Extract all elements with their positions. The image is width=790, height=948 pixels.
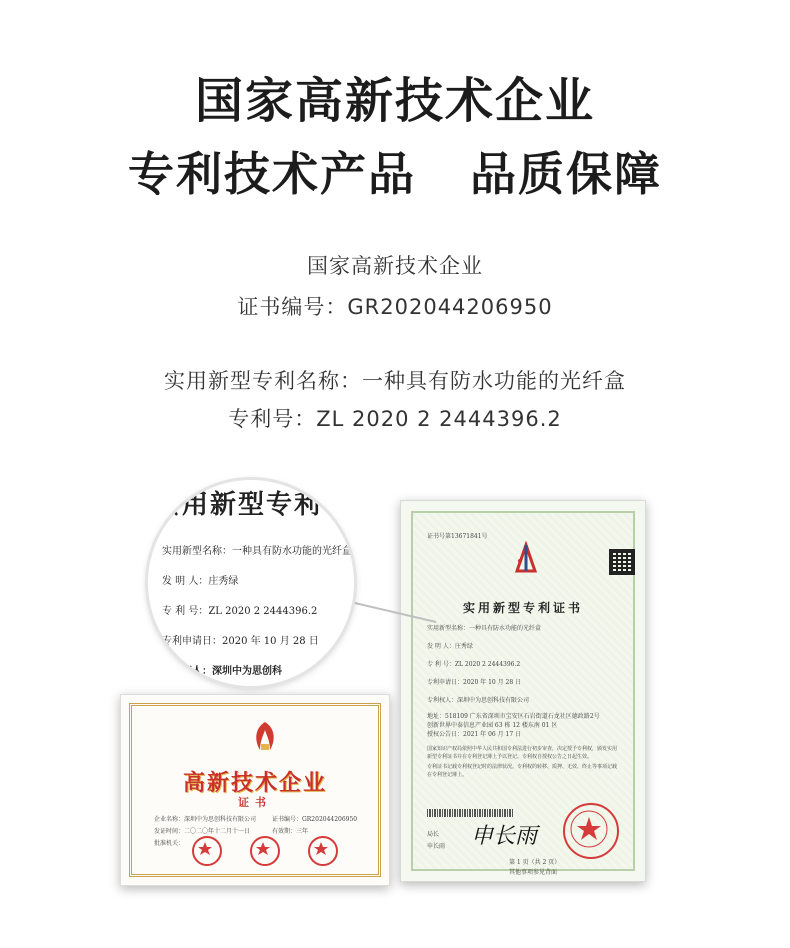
patent-cert-text-1: 国家知识产权局依照中华人民共和国专利法进行初步审查，决定授予专利权，颁发实用	[427, 746, 618, 752]
hightech-company-line: 企业名称：深圳中为思创科技有限公司	[154, 816, 257, 823]
patent-cert-address-line: 地址：518109 广东省深圳市宝安区石岩街道石龙社区德政路2号	[427, 713, 600, 720]
patent-cert-text-4: 在专利登记簿上。	[427, 772, 468, 778]
patent-cert-number-line: 专 利 号：ZL 2020 2 2444396.2	[427, 661, 521, 668]
patent-cert-page-note: 第 1 页（共 2 页）	[509, 859, 561, 866]
hightech-authority-label: 批准机关：	[154, 840, 185, 847]
magnifier-holder-row: 专利权人：深圳中为思创科	[162, 666, 282, 677]
barcode-icon	[427, 809, 513, 817]
patent-cert-text-2: 新型专利证书并在专利登记簿上予以登记。专利权自授权公告之日起生效。	[427, 754, 593, 760]
official-seal-icon	[563, 803, 619, 859]
seal-2-icon	[250, 836, 280, 866]
patent-cert-footer: 其他事项参见背面	[509, 869, 558, 876]
hightech-certificate-border	[129, 703, 381, 877]
magnifier-name-row: 实用新型名称：一种具有防水功能的光纤盒	[162, 546, 352, 557]
hightech-certificate	[120, 694, 390, 886]
director-signature: 申长雨	[471, 824, 538, 849]
headline-line-2: 专利技术产品 品质保障	[127, 147, 663, 201]
director-label: 局长	[427, 831, 440, 838]
magnifier-connector-line	[340, 596, 440, 626]
headline-line-1: 国家高新技术企业	[194, 73, 595, 129]
magnifier-zoom	[148, 480, 354, 686]
patent-cert-title: 实用新型专利证书	[462, 601, 583, 615]
emblem-logo-icon	[250, 720, 280, 752]
info-patent-number: 专利号：ZL 2020 2 2444396.2	[228, 407, 562, 431]
hightech-issue-date-line: 发证时间：二〇二〇年十二月十一日	[154, 828, 251, 835]
magnifier-patent-row: 专 利 号：ZL 2020 2 2444396.2	[162, 606, 318, 617]
patent-cert-address-line-2: 创新世界中泰信息产业园 63 栋 12 楼东南 01 区	[427, 722, 558, 729]
patent-cert-inventor-line: 发 明 人：庄秀绿	[427, 643, 473, 650]
info-cert-number: 证书编号：GR202044206950	[237, 295, 553, 319]
magnifier-date-row: 专利申请日：2020 年 10 月 28 日	[162, 636, 319, 647]
seal-1-icon	[192, 836, 222, 866]
hightech-cert-number-line: 证书编号：GR202044206950	[272, 816, 358, 823]
magnifier-inventor-row: 发 明 人：庄秀绿	[162, 576, 239, 587]
hightech-cert-title: 高新技术企业	[182, 770, 327, 796]
cnipa-logo-icon	[509, 541, 543, 575]
patent-cert-auth-date: 授权公告日：2021 年 06 月 17 日	[427, 731, 522, 738]
hightech-validity-line: 有效期：三年	[272, 828, 309, 835]
qr-code-icon	[609, 549, 635, 575]
director-label-name: 申长雨	[427, 843, 446, 850]
patent-cert-holder-line: 专利权人：深圳中为思创科技有限公司	[427, 697, 530, 704]
patent-cert-number: 证书号第13671841号	[427, 533, 488, 540]
patent-cert-name-line: 实用新型名称：一种具有防水功能的光纤盒	[427, 625, 542, 632]
info-enterprise: 国家高新技术企业	[307, 254, 483, 278]
patent-certificate-border	[411, 511, 635, 876]
patent-certificate	[400, 500, 646, 882]
hightech-cert-subtitle: 证书	[238, 796, 272, 809]
patent-cert-date-line: 专利申请日：2020 年 10 月 28 日	[427, 679, 522, 686]
patent-cert-text-3: 专利证书记载专利权登记时的法律状况。专利权的转移、质押、无效、终止等事项记载	[427, 764, 618, 770]
seal-3-icon	[308, 836, 338, 866]
info-patent-name: 实用新型专利名称：一种具有防水功能的光纤盒	[164, 369, 626, 393]
magnifier-title: 实用新型专利	[154, 490, 323, 520]
